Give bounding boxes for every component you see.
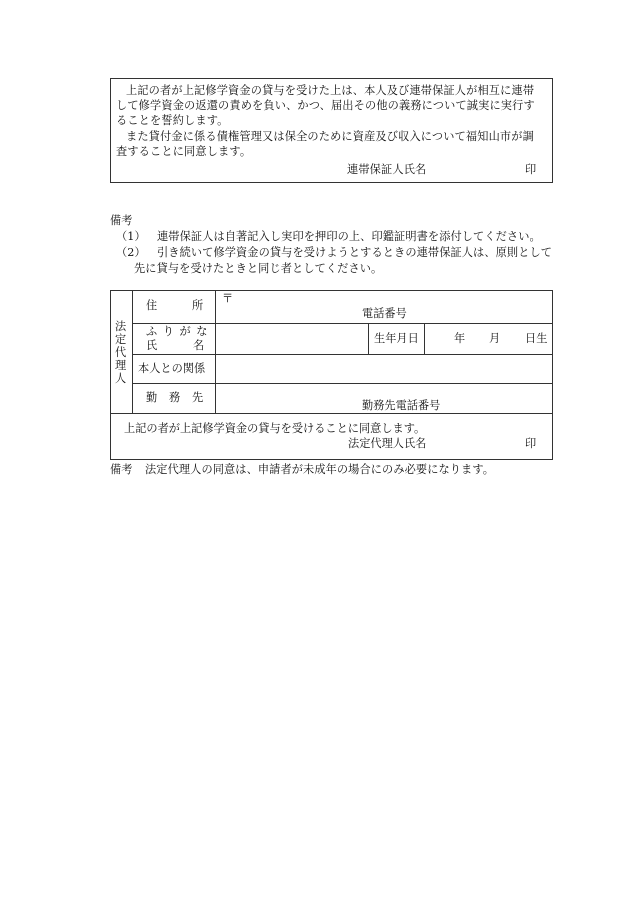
name-label-b: 名: [193, 339, 205, 352]
postal-mark: 〒: [222, 292, 234, 305]
guarantor-name-label: 連帯保証人氏名: [347, 163, 427, 176]
footnote-text: 法定代理人の同意は、申請者が未成年の場合にのみ必要になります。: [145, 463, 495, 476]
workplace-label-b: 務: [169, 391, 181, 404]
remarks-item-2-text: 引き続いて修学資金の貸与を受けようとするときの連帯保証人は、原則として: [157, 246, 553, 259]
guardian-name-label: 法定代理人氏名: [348, 437, 427, 450]
pledge-line-2: して修学資金の返還の責めを負い、かつ、届出その他の義務について誠実に実行す: [116, 99, 535, 112]
workplace-label-c: 先: [192, 391, 204, 404]
remarks-title: 備考: [110, 214, 133, 227]
birth-day-label: 日生: [525, 332, 548, 345]
pledge-line-1: 上記の者が上記修学資金の貸与を受けた上は、本人及び連帯保証人が相互に連帯: [126, 84, 535, 97]
workplace-phone-label: 勤務先電話番号: [362, 399, 441, 412]
guardian-table: [110, 290, 553, 460]
guardian-consent-text: 上記の者が上記修学資金の貸与を受けることに同意します。: [124, 422, 426, 435]
pledge-line-3: ることを誓約します。: [116, 114, 229, 127]
pledge-line-5: 査することに同意します。: [116, 145, 252, 158]
footnote-title: 備考: [110, 463, 133, 476]
remarks-item-1-number: （1）: [116, 230, 146, 243]
guardian-seal-mark: 印: [525, 437, 537, 450]
name-label-a: 氏: [146, 339, 158, 352]
address-label-a: 住: [146, 299, 158, 312]
birth-month-label: 月: [489, 332, 501, 345]
guarantor-seal-mark: 印: [525, 163, 537, 176]
phone-label: 電話番号: [362, 307, 407, 320]
remarks-item-2-text-continued: 先に貸与を受けたときと同じ者としてください。: [134, 262, 383, 275]
relation-label: 本人との関係: [138, 362, 206, 375]
remarks-item-2-number: （2）: [116, 246, 146, 259]
address-label-b: 所: [192, 299, 204, 312]
workplace-label-a: 勤: [146, 391, 158, 404]
pledge-box: [110, 78, 553, 183]
furigana-label: ふ り が な: [146, 325, 209, 338]
birthdate-label: 生年月日: [374, 332, 419, 345]
pledge-line-4: また貸付金に係る債権管理又は保全のために資産及び収入について福知山市が調: [126, 130, 534, 143]
birth-year-label: 年: [454, 332, 466, 345]
remarks-item-1-text: 連帯保証人は自著記入し実印を押印の上、印鑑証明書を添付してください。: [157, 230, 541, 243]
legal-representative-side-label: 法 定 代 理 人: [115, 320, 127, 385]
